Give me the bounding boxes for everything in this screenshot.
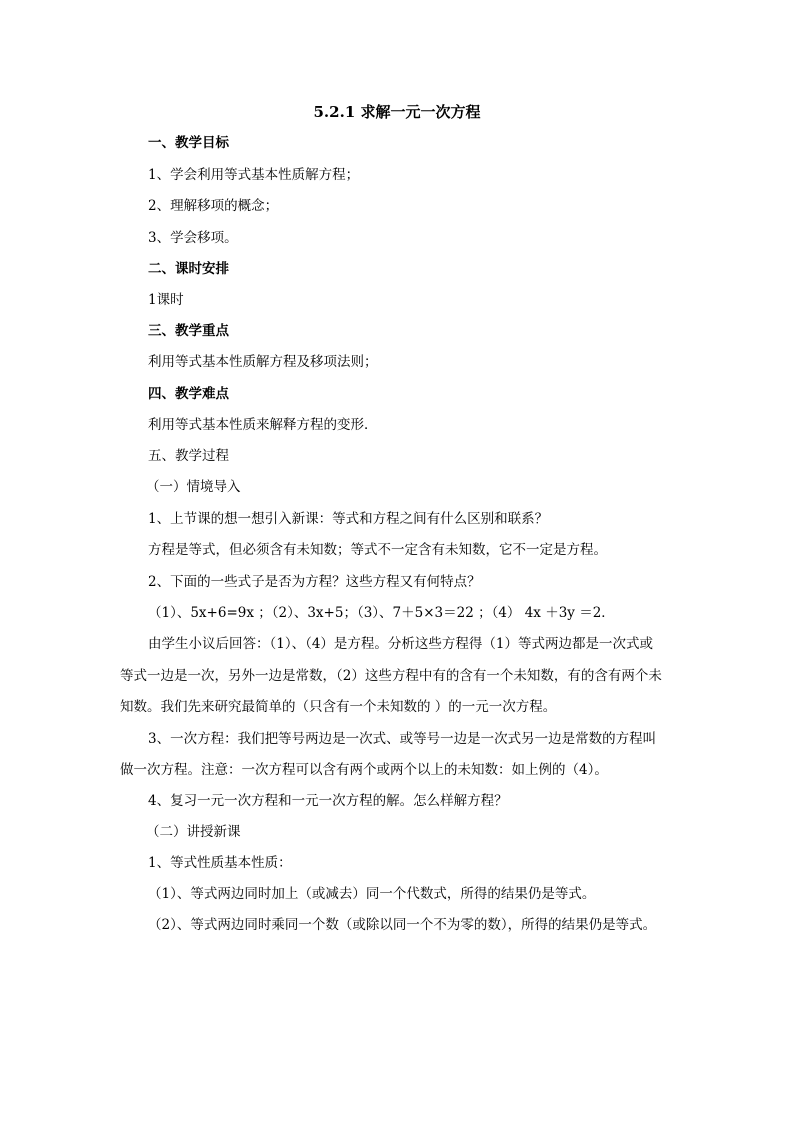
section-heading-schedule: 二、课时安排	[148, 261, 229, 277]
subsection-heading-new-lesson: （二）讲授新课	[146, 824, 241, 840]
document-title: 5.2.1 求解一元一次方程	[313, 103, 481, 121]
property-2: （2）、等式两边同时乘同一个数（或除以同一个不为零的数），所得的结果仍是等式。	[148, 917, 657, 933]
objective-item-1: 1、学会利用等式基本性质解方程；	[148, 167, 360, 183]
equation-examples: （1）、5x+6=9x ；（2）、3x+5；（3）、7＋5×3＝22 ；（4） 4x ＋3y ＝2．	[148, 605, 615, 621]
schedule-text: 1课时	[148, 292, 184, 308]
property-1: （1）、等式两边同时加上（或减去）同一个代数式，所得的结果仍是等式。	[148, 886, 596, 902]
paragraph-6-line-2: 做一次方程。注意：一次方程可以含有两个或两个以上的未知数：如上例的（4）。	[120, 762, 608, 778]
section-heading-keypoints: 三、教学重点	[148, 323, 229, 339]
paragraph-5-line-2: 等式一边是一次，另外一边是常数，（2）这些方程中有的含有一个未知数，有的含有两个未	[120, 668, 662, 684]
objective-item-3: 3、学会移项。	[148, 230, 238, 246]
paragraph-3: 2、下面的一些式子是否为方程？这些方程又有何特点？	[148, 574, 481, 590]
keypoints-text: 利用等式基本性质解方程及移项法则；	[148, 354, 378, 370]
objective-item-2: 2、理解移项的概念；	[148, 198, 279, 214]
section-heading-process: 五、教学过程	[148, 448, 229, 464]
difficulties-text: 利用等式基本性质来解释方程的变形．	[148, 417, 378, 433]
paragraph-2: 方程是等式，但必须含有未知数；等式不一定含有未知数，它不一定是方程。	[148, 542, 607, 558]
section-heading-objectives: 一、教学目标	[148, 135, 229, 151]
paragraph-5-line-3: 知数。我们先来研究最简单的（只含有一个未知数的 ）的一元一次方程。	[120, 699, 557, 715]
paragraph-6-line-1: 3、一次方程：我们把等号两边是一次式、或等号一边是一次式另一边是常数的方程叫	[148, 731, 657, 747]
paragraph-5-line-1: 由学生小议后回答：（1）、（4）是方程。分析这些方程得（1）等式两边都是一次式或	[148, 636, 654, 652]
subsection-heading-intro: （一）情境导入	[146, 479, 241, 495]
paragraph-7: 4、复习一元一次方程和一元一次方程的解。怎么样解方程？	[148, 793, 508, 809]
section-heading-difficulties: 四、教学难点	[148, 386, 229, 402]
paragraph-8: 1、等式性质基本性质：	[148, 855, 292, 871]
paragraph-1: 1、上节课的想一想引入新课：等式和方程之间有什么区别和联系？	[148, 511, 549, 527]
